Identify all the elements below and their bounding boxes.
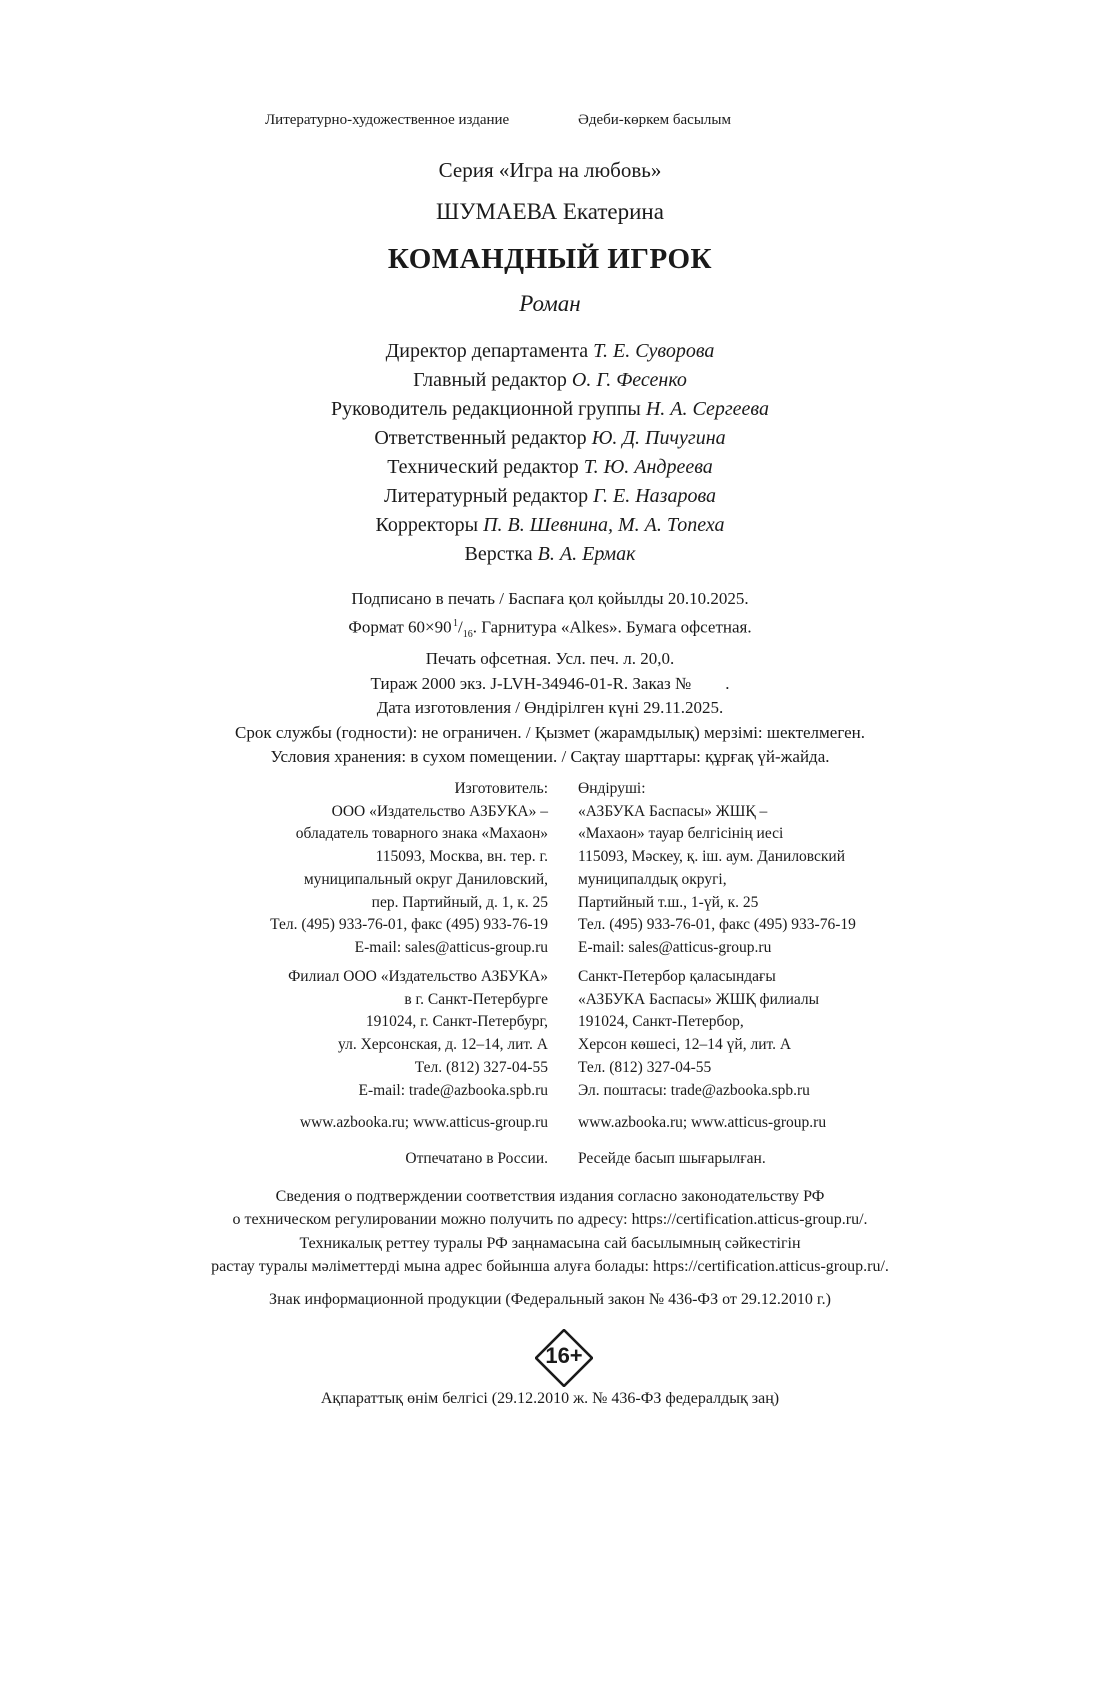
age-rating-label: 16+ [545, 1343, 583, 1368]
credit-line: Руководитель редакционной группы Н. А. Сергеева [331, 398, 769, 420]
imprint-shelf-life: Срок службы (годности): не ограничен. / Қызмет (жарамдылық) мерзімі: шектелмеген. [235, 722, 865, 742]
printed-in-russia-kz: Ресейде басып шығарылған. [578, 1150, 766, 1167]
book-genre: Роман [519, 291, 581, 316]
imprint-format: Формат 60×90 $^1/_{16}$. Гарнитура «Alkes». Бумага офсетная. [348, 617, 752, 640]
websites-kz: www.azbooka.ru; www.atticus-group.ru [578, 1114, 827, 1131]
credits-block [0, 337, 1100, 569]
credit-line: Ответственный редактор Ю. Д. Пичугина [374, 427, 726, 449]
edition-type-ru: Литературно-художественное издание [265, 112, 510, 128]
credit-line: Верстка В. А. Ермак [464, 543, 636, 565]
imprint-block [0, 587, 1100, 770]
credit-line: Технический редактор Т. Ю. Андреева [387, 456, 713, 478]
printed-in-russia-ru: Отпечатано в России. [405, 1150, 548, 1167]
branch-kz: Санкт-Петербор қаласындағы «АЗБУКА Баспасы» ЖШҚ филиалы 191024, Санкт-Петербор, Херсон көшесі, 12–14 үй, лит. А Тел. (812) 327-04-55 Эл. поштасы: trade@azbooka.spb.ru [578, 968, 820, 1099]
imprint-signed: Подписано в печать / Баспаға қол қойылды 20.10.2025. [351, 589, 749, 608]
credit-line: Литературный редактор Г. Е. Назарова [383, 485, 717, 507]
book-title: КОМАНДНЫЙ ИГРОК [387, 243, 713, 275]
info-sign-ru: Знак информационной продукции (Федеральный закон № 436-ФЗ от 29.12.2010 г.) [269, 1291, 831, 1308]
imprint-print: Печать офсетная. Усл. печ. л. 20,0. [425, 649, 675, 669]
imprint-made: Дата изготовления / Өндірілген күні 29.11.2025. [376, 698, 724, 718]
imprint-run: Тираж 2000 экз. J-LVH-34946-01-R. Заказ № . [370, 673, 730, 693]
branch-ru: Филиал ООО «Издательство АЗБУКА» в г. Санкт-Петербурге 191024, г. Санкт-Петербург, ул. Херсонская, д. 12–14, лит. А Тел. (812) 327-04-55 E-mail: trade@azbooka.spb.ru [288, 968, 548, 1099]
certification-ru: Сведения о подтверждении соответствия издания согласно законодательству РФ о техническом регулировании можно получить по адресу: https://certification.atticus-group.ru/. [232, 1188, 868, 1228]
manufacturer-kz: Өндіруші: «АЗБУКА Баспасы» ЖШҚ – «Махаон» тауар белгісінің иесі 115093, Мәскеу, қ. іш. аум. Даниловский муниципалдық округі, Партийный т.ш., 1-үй, к. 25 Тел. (495) 933-76-01, факс (495) 933-76-19 E-mail: sales@atticus-group.ru [578, 780, 856, 956]
imprint-storage: Условия хранения: в сухом помещении. / Сақтау шарттары: құрғақ үй-жайда. [270, 747, 830, 767]
book-series: Серия «Игра на любовь» [438, 158, 662, 182]
book-author: ШУМАЕВА Екатерина [436, 199, 664, 224]
manufacturer-ru: Изготовитель: ООО «Издательство АЗБУКА» – обладатель товарного знака «Махаон» 115093, Москва, вн. тер. г. муниципальный округ Даниловский, пер. Партийный, д. 1, к. 25 Тел. (495) 933-76-01, факс (495) 933-76-19 E-mail: sales@atticus-group.ru [270, 780, 548, 956]
credit-line: Директор департамента Т. Е. Суворова [385, 340, 715, 362]
edition-type-kz: Әдеби-көркем басылым [578, 112, 731, 128]
certification-kz: Техникалық реттеу туралы РФ заңнамасына сай басылымның сәйкестігін растау туралы мәліметтерді мына адрес бойынша алуға болады: https://certification.atticus-group.ru/. [211, 1235, 889, 1275]
info-sign-kz: Ақпараттық өнім белгісі (29.12.2010 ж. № 436-ФЗ федералдық заң) [320, 1390, 780, 1407]
websites-ru: www.azbooka.ru; www.atticus-group.ru [299, 1114, 548, 1131]
credit-line: Корректоры П. В. Шевнина, М. А. Топеха [375, 514, 725, 536]
credit-line: Главный редактор О. Г. Фесенко [413, 369, 687, 391]
